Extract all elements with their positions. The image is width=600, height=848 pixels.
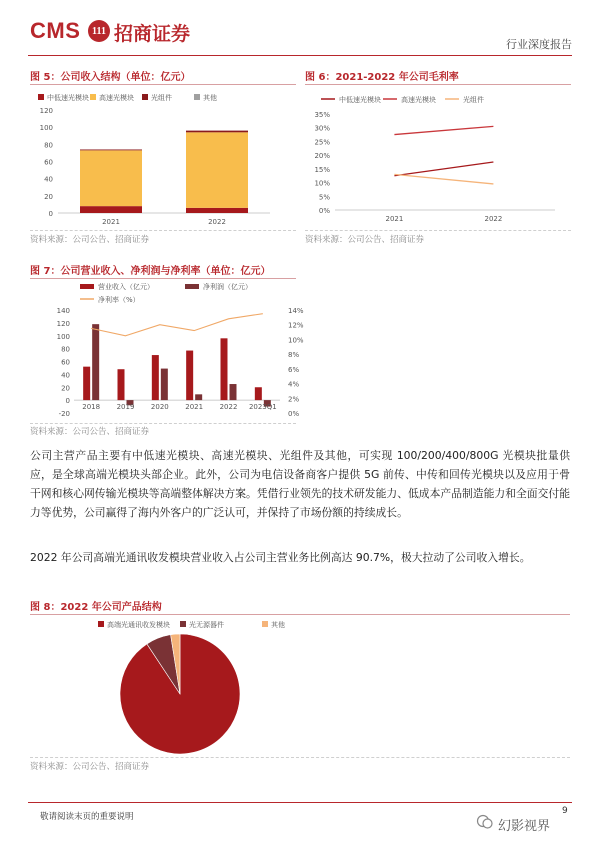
fig5-legend-swatch-1 bbox=[90, 94, 96, 100]
fig5-title-rule bbox=[30, 84, 296, 85]
fig6-legend-label-1: 高速光模块 bbox=[401, 96, 436, 104]
fig5-bar-2022-1 bbox=[186, 132, 248, 208]
fig7-ytick-left-5: 80 bbox=[61, 345, 70, 354]
logo-badge-icon: 111 bbox=[88, 20, 110, 42]
fig5-bar-2021-0 bbox=[80, 206, 142, 213]
fig8-title: 图 8：2022 年公司产品结构 bbox=[30, 602, 162, 613]
fig5-bar-2022-2 bbox=[186, 131, 248, 133]
fig5-bar-2022-0 bbox=[186, 208, 248, 213]
fig8-legend-label-1: 光无源器件 bbox=[189, 621, 224, 629]
fig7-ytick-left-3: 40 bbox=[61, 371, 70, 380]
fig7-bar-2018-0 bbox=[83, 367, 90, 400]
fig5-ytick-0: 0 bbox=[48, 210, 53, 218]
fig5-ytick-1: 20 bbox=[44, 192, 53, 201]
fig5-ytick-4: 80 bbox=[44, 141, 53, 150]
fig7-title: 图 7：公司营业收入、净利润与净利率（单位：亿元） bbox=[30, 266, 271, 277]
fig5-title: 图 5：公司收入结构（单位：亿元） bbox=[30, 72, 191, 83]
fig8-source-rule bbox=[30, 757, 570, 758]
fig8-legend-swatch-1 bbox=[180, 621, 186, 627]
fig7-bar-2019-0 bbox=[118, 369, 125, 400]
fig7-legend-label-0: 营业收入（亿元） bbox=[98, 283, 154, 291]
fig7-legend-label-2: 净利率（%） bbox=[98, 296, 140, 304]
page-number: 9 bbox=[562, 806, 568, 816]
fig5-legend-swatch-0 bbox=[38, 94, 44, 100]
fig6-chart bbox=[305, 88, 571, 228]
header-divider bbox=[28, 55, 572, 56]
fig7-ytick-left-1: 0 bbox=[65, 397, 70, 406]
fig5-ytick-5: 100 bbox=[39, 124, 53, 133]
fig5-chart bbox=[30, 88, 296, 228]
fig5-ytick-6: 120 bbox=[39, 107, 53, 115]
fig7-xtick-0: 2018 bbox=[82, 403, 101, 412]
fig5-bar-2021-1 bbox=[80, 150, 142, 206]
fig6-ytick-1: 5% bbox=[318, 193, 330, 202]
company-name: 招商证券 bbox=[114, 23, 191, 45]
fig6-source: 资料来源：公司公告、招商证券 bbox=[305, 235, 425, 245]
fig6-ytick-7: 35% bbox=[314, 111, 330, 119]
fig7-source: 资料来源：公司公告、招商证券 bbox=[30, 427, 150, 437]
fig6-xtick-1: 2022 bbox=[484, 215, 503, 223]
fig6-xtick-0: 2021 bbox=[385, 215, 404, 223]
fig7-bar-2022-1 bbox=[230, 384, 237, 400]
fig6-title-rule bbox=[305, 84, 571, 85]
body-paragraph-1: 公司主营产品主要有中低速光模块、高速光模块、光组件及其他，可实现 100/200/400/800G 光模块批量供应，是全球高端光模块头部企业。此外，公司为电信设备商客户提供 5G 前传、中传和回传光模块以及应用于骨干网和核心网传输光模块等高端整体解决方案。凭借行业领先的技术研发能力、低成本产品制造能力和全面交付能力等优势，公司赢得了海内外客户的广泛认可，并保持了市场份额的持续成长。 bbox=[30, 449, 570, 519]
fig7-ytick-right-7: 14% bbox=[288, 307, 304, 315]
body-paragraph-2: 2022 年公司高端光通讯收发模块营业收入占公司主营业务比例高达 90.7%，极大拉动了公司收入增长。 bbox=[30, 551, 531, 564]
fig7-bar-2020-1 bbox=[161, 369, 168, 401]
fig7-legend-label-1: 净利润（亿元） bbox=[203, 283, 252, 291]
fig5-ytick-3: 60 bbox=[44, 158, 53, 167]
fig6-ytick-4: 20% bbox=[314, 152, 330, 161]
fig7-ytick-left-4: 60 bbox=[61, 358, 70, 367]
fig8-source: 资料来源：公司公告、招商证券 bbox=[30, 762, 150, 772]
fig7-legend-swatch-1 bbox=[185, 284, 199, 289]
logo-text: CMS bbox=[30, 18, 81, 43]
fig5-legend-label-1: 高速光模块 bbox=[99, 94, 134, 102]
report-type: 行业深度报告 bbox=[506, 38, 572, 51]
watermark-text: 幻影视界 bbox=[498, 819, 551, 834]
fig5-legend-label-3: 其他 bbox=[203, 94, 217, 102]
fig7-chart bbox=[30, 280, 310, 420]
fig7-ytick-left-8: 140 bbox=[56, 307, 70, 315]
footer-divider bbox=[28, 802, 572, 803]
footer-note: 敬请阅读末页的重要说明 bbox=[40, 812, 134, 822]
fig6-series-line-0 bbox=[394, 162, 493, 176]
fig5-legend-label-0: 中低速光模块 bbox=[47, 94, 89, 102]
fig7-ytick-right-4: 8% bbox=[288, 351, 300, 360]
fig6-ytick-3: 15% bbox=[314, 165, 330, 174]
fig5-legend-swatch-3 bbox=[194, 94, 200, 100]
fig5-ytick-2: 40 bbox=[44, 175, 53, 184]
fig7-ytick-left-2: 20 bbox=[61, 384, 70, 393]
fig6-series-line-1 bbox=[394, 126, 493, 134]
fig7-ytick-right-0: 0% bbox=[288, 410, 300, 418]
fig7-bar-2021-0 bbox=[186, 351, 193, 401]
fig7-source-rule bbox=[30, 423, 296, 424]
fig7-net-margin-line bbox=[91, 314, 263, 336]
fig8-legend-label-2: 其他 bbox=[271, 621, 285, 629]
fig8-legend-swatch-0 bbox=[98, 621, 104, 627]
fig7-ytick-left-6: 100 bbox=[56, 332, 70, 341]
fig6-ytick-6: 30% bbox=[314, 124, 330, 133]
fig7-xtick-2: 2020 bbox=[150, 403, 169, 412]
fig7-bar-2022-0 bbox=[221, 338, 228, 400]
fig6-legend-label-0: 中低速光模块 bbox=[339, 96, 381, 104]
fig7-ytick-left-7: 120 bbox=[56, 319, 70, 328]
wechat-icon bbox=[476, 813, 494, 831]
fig6-ytick-2: 10% bbox=[314, 179, 330, 188]
fig6-legend-label-2: 光组件 bbox=[463, 96, 484, 104]
fig6-series-line-2 bbox=[394, 174, 493, 184]
fig7-title-rule bbox=[30, 278, 296, 279]
fig7-bar-2023Q1-0 bbox=[255, 387, 262, 400]
fig8-legend-label-0: 高端光通讯收发模块 bbox=[107, 621, 170, 629]
fig7-ytick-right-5: 10% bbox=[288, 336, 304, 345]
fig8-title-rule bbox=[30, 614, 570, 615]
fig5-legend-label-2: 光组件 bbox=[151, 94, 172, 102]
fig7-ytick-right-2: 4% bbox=[288, 380, 300, 389]
fig7-xtick-3: 2021 bbox=[185, 403, 204, 412]
fig6-title: 图 6：2021-2022 年公司毛利率 bbox=[305, 72, 459, 83]
fig6-ytick-5: 25% bbox=[314, 138, 330, 147]
fig7-legend-swatch-0 bbox=[80, 284, 94, 289]
fig7-ytick-right-3: 6% bbox=[288, 365, 300, 374]
fig5-xtick-1: 2022 bbox=[208, 218, 226, 226]
fig7-xtick-4: 2022 bbox=[219, 403, 238, 412]
fig6-source-rule bbox=[305, 230, 571, 231]
fig8-chart bbox=[30, 616, 570, 756]
fig7-xtick-1: 2019 bbox=[116, 403, 135, 412]
fig7-bar-2021-1 bbox=[195, 394, 202, 400]
fig7-ytick-left-0: -20 bbox=[58, 410, 70, 418]
fig7-ytick-right-1: 2% bbox=[288, 395, 300, 404]
fig7-ytick-right-6: 12% bbox=[288, 321, 304, 330]
fig5-xtick-0: 2021 bbox=[102, 218, 120, 226]
fig5-legend-swatch-2 bbox=[142, 94, 148, 100]
fig6-ytick-0: 0% bbox=[318, 207, 330, 215]
fig5-source: 资料来源：公司公告、招商证券 bbox=[30, 235, 150, 245]
fig7-bar-2018-1 bbox=[92, 324, 99, 400]
fig8-legend-swatch-2 bbox=[262, 621, 268, 627]
fig7-bar-2020-0 bbox=[152, 355, 159, 400]
fig7-xtick-5: 2023Q1 bbox=[248, 403, 277, 412]
fig5-source-rule bbox=[30, 230, 296, 231]
fig5-bar-2021-2 bbox=[80, 149, 142, 150]
